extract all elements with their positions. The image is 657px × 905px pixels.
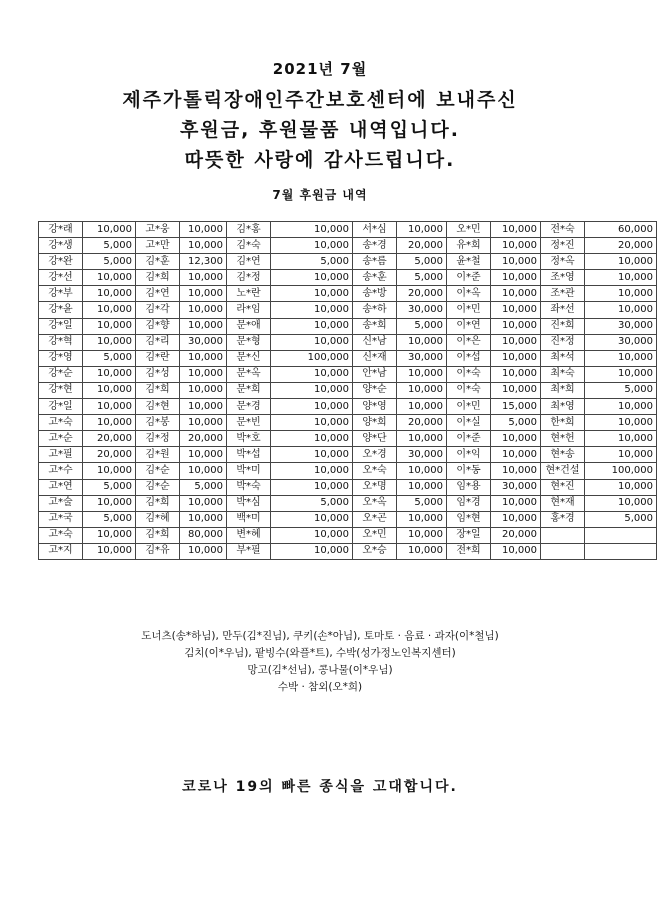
donation-amount-cell: 10,000 bbox=[83, 495, 136, 511]
donor-name-cell: 문*옥 bbox=[227, 366, 271, 382]
donation-amount-cell: 10,000 bbox=[180, 302, 227, 318]
donation-amount-cell: 10,000 bbox=[271, 511, 353, 527]
donor-name-cell: 고*연 bbox=[39, 479, 83, 495]
donation-amount-cell: 10,000 bbox=[585, 495, 657, 511]
donor-name-cell: 김*희 bbox=[136, 382, 180, 398]
donation-amount-cell: 5,000 bbox=[585, 511, 657, 527]
donation-table-body bbox=[39, 222, 657, 560]
donation-amount-cell: 5,000 bbox=[83, 479, 136, 495]
donation-amount-cell: 10,000 bbox=[585, 479, 657, 495]
donor-name-cell: 오*승 bbox=[353, 543, 397, 559]
donation-amount-cell: 10,000 bbox=[83, 318, 136, 334]
donation-amount-cell: 5,000 bbox=[397, 318, 447, 334]
table-row bbox=[39, 302, 657, 318]
donation-amount-cell: 60,000 bbox=[585, 222, 657, 238]
donor-name-cell: 조*관 bbox=[541, 286, 585, 302]
donor-name-cell: 송*경 bbox=[353, 238, 397, 254]
donor-name-cell: 김*유 bbox=[136, 543, 180, 559]
donor-name-cell: 김*순 bbox=[136, 463, 180, 479]
donation-amount-cell: 10,000 bbox=[271, 222, 353, 238]
donation-amount-cell: 10,000 bbox=[271, 334, 353, 350]
donation-amount-cell: 10,000 bbox=[180, 350, 227, 366]
donor-name-cell: 송*희 bbox=[353, 318, 397, 334]
donor-name-cell: 고*만 bbox=[136, 238, 180, 254]
donor-name-cell: 강*윤 bbox=[39, 302, 83, 318]
donor-name-cell: 최*석 bbox=[541, 350, 585, 366]
donor-name-cell: 최*영 bbox=[541, 399, 585, 415]
report-date: 2021년 7월 bbox=[272, 60, 368, 78]
table-row bbox=[39, 318, 657, 334]
donation-amount-cell: 10,000 bbox=[585, 447, 657, 463]
donor-name-cell: 김*희 bbox=[136, 527, 180, 543]
donation-amount-cell: 15,000 bbox=[491, 399, 541, 415]
donor-name-cell: 오*민 bbox=[447, 222, 491, 238]
donor-name-cell: 오*숙 bbox=[353, 463, 397, 479]
table-row bbox=[39, 415, 657, 431]
donor-name-cell: 이*섭 bbox=[447, 350, 491, 366]
donation-amount-cell: 5,000 bbox=[83, 511, 136, 527]
donor-name-cell: 이*준 bbox=[447, 270, 491, 286]
donation-amount-cell: 30,000 bbox=[585, 318, 657, 334]
goods-line: 도너츠(송*하님), 만두(김*진님), 쿠키(손*아님), 토마토 · 음료 · 과자(이*철님) bbox=[141, 630, 499, 642]
donor-name-cell: 고*웅 bbox=[136, 222, 180, 238]
donor-name-cell: 강*영 bbox=[39, 350, 83, 366]
table-row bbox=[39, 366, 657, 382]
donation-amount-cell: 10,000 bbox=[585, 350, 657, 366]
donor-name-cell: 강*부 bbox=[39, 286, 83, 302]
table-row bbox=[39, 334, 657, 350]
donor-name-cell: 김*향 bbox=[136, 318, 180, 334]
donation-amount-cell: 10,000 bbox=[271, 543, 353, 559]
donor-name-cell: 오*민 bbox=[353, 527, 397, 543]
donor-name-cell: 고*국 bbox=[39, 511, 83, 527]
donor-name-cell: 양*영 bbox=[353, 399, 397, 415]
donor-name-cell: 전*숙 bbox=[541, 222, 585, 238]
donation-amount-cell: 20,000 bbox=[397, 415, 447, 431]
donation-amount-cell: 20,000 bbox=[83, 447, 136, 463]
donation-amount-cell: 5,000 bbox=[397, 270, 447, 286]
donation-amount-cell: 10,000 bbox=[271, 463, 353, 479]
goods-line: 망고(김*선님), 콩나물(이*우님) bbox=[247, 664, 393, 676]
donation-amount-cell: 10,000 bbox=[83, 334, 136, 350]
donor-name-cell: 송*하 bbox=[353, 302, 397, 318]
donation-amount-cell: 10,000 bbox=[491, 334, 541, 350]
table-row bbox=[39, 463, 657, 479]
donor-name-cell: 김*연 bbox=[136, 286, 180, 302]
donor-name-cell: 라*임 bbox=[227, 302, 271, 318]
donation-amount-cell: 10,000 bbox=[83, 366, 136, 382]
donation-amount-cell: 10,000 bbox=[491, 447, 541, 463]
donation-amount-cell: 5,000 bbox=[271, 495, 353, 511]
donor-name-cell: 전*희 bbox=[447, 543, 491, 559]
donor-name-cell: 송*훈 bbox=[353, 270, 397, 286]
donation-amount-cell: 10,000 bbox=[180, 447, 227, 463]
donation-amount-cell: 10,000 bbox=[491, 543, 541, 559]
donor-name-cell: 송*름 bbox=[353, 254, 397, 270]
donor-name-cell: 한*희 bbox=[541, 415, 585, 431]
donor-name-cell: 이*동 bbox=[447, 463, 491, 479]
donation-amount-cell: 30,000 bbox=[397, 302, 447, 318]
donor-name-cell: 문*형 bbox=[227, 334, 271, 350]
donation-amount-cell: 10,000 bbox=[397, 463, 447, 479]
donor-name-cell: 강*생 bbox=[39, 238, 83, 254]
table-row bbox=[39, 238, 657, 254]
donor-name-cell: 고*수 bbox=[39, 463, 83, 479]
donation-amount-cell: 100,000 bbox=[271, 350, 353, 366]
donor-name-cell: 노*란 bbox=[227, 286, 271, 302]
donation-amount-cell: 10,000 bbox=[271, 479, 353, 495]
donor-name-cell: 김*숙 bbox=[227, 238, 271, 254]
donor-name-cell: 양*희 bbox=[353, 415, 397, 431]
table-row bbox=[39, 254, 657, 270]
donation-amount-cell: 20,000 bbox=[83, 431, 136, 447]
donor-name-cell: 고*술 bbox=[39, 495, 83, 511]
goods-line: 김치(이*우님), 팥빙수(와플*트), 수박(성가정노인복지센터) bbox=[184, 647, 456, 659]
donor-name-cell: 임*현 bbox=[447, 511, 491, 527]
donor-name-cell: 정*옥 bbox=[541, 254, 585, 270]
donation-amount-cell: 10,000 bbox=[585, 415, 657, 431]
donation-amount-cell: 10,000 bbox=[271, 238, 353, 254]
donation-table bbox=[38, 221, 657, 560]
donor-name-cell: 문*희 bbox=[227, 382, 271, 398]
donor-name-cell: 이*은 bbox=[447, 334, 491, 350]
donor-name-cell: 문*신 bbox=[227, 350, 271, 366]
donation-amount-cell: 10,000 bbox=[180, 318, 227, 334]
donation-amount-cell: 10,000 bbox=[180, 495, 227, 511]
donation-amount-cell: 10,000 bbox=[397, 479, 447, 495]
donor-name-cell: 이*옥 bbox=[447, 286, 491, 302]
donor-name-cell: 최*희 bbox=[541, 382, 585, 398]
donation-amount-cell: 10,000 bbox=[397, 334, 447, 350]
donation-amount-cell: 10,000 bbox=[585, 399, 657, 415]
donor-name-cell: 양*순 bbox=[353, 382, 397, 398]
donation-amount-cell: 12,300 bbox=[180, 254, 227, 270]
donation-amount-cell: 10,000 bbox=[271, 382, 353, 398]
donation-amount-cell: 10,000 bbox=[180, 270, 227, 286]
donor-name-cell: 이*익 bbox=[447, 447, 491, 463]
donor-name-cell bbox=[541, 527, 585, 543]
title-block bbox=[0, 58, 640, 175]
donation-amount-cell: 5,000 bbox=[180, 479, 227, 495]
donor-name-cell: 김*혜 bbox=[136, 511, 180, 527]
donor-name-cell: 문*애 bbox=[227, 318, 271, 334]
donation-amount-cell bbox=[585, 543, 657, 559]
donation-amount-cell: 10,000 bbox=[83, 463, 136, 479]
donor-name-cell: 현*진 bbox=[541, 479, 585, 495]
donation-amount-cell: 10,000 bbox=[397, 222, 447, 238]
donor-name-cell: 강*순 bbox=[39, 366, 83, 382]
donation-amount-cell: 20,000 bbox=[397, 238, 447, 254]
donation-amount-cell: 10,000 bbox=[180, 238, 227, 254]
donor-name-cell: 홍*경 bbox=[541, 511, 585, 527]
donation-amount-cell: 10,000 bbox=[585, 254, 657, 270]
donation-amount-cell: 5,000 bbox=[83, 238, 136, 254]
donor-name-cell: 현*재 bbox=[541, 495, 585, 511]
donor-name-cell: 조*영 bbox=[541, 270, 585, 286]
donation-amount-cell: 5,000 bbox=[397, 254, 447, 270]
donor-name-cell: 임*용 bbox=[447, 479, 491, 495]
donation-amount-cell: 20,000 bbox=[491, 527, 541, 543]
donation-amount-cell: 10,000 bbox=[271, 366, 353, 382]
donation-amount-cell: 10,000 bbox=[491, 286, 541, 302]
table-row bbox=[39, 431, 657, 447]
donor-name-cell: 이*준 bbox=[447, 431, 491, 447]
donation-amount-cell: 10,000 bbox=[491, 238, 541, 254]
donation-amount-cell: 10,000 bbox=[83, 543, 136, 559]
donation-amount-cell: 10,000 bbox=[271, 415, 353, 431]
donor-name-cell: 강*혁 bbox=[39, 334, 83, 350]
donation-amount-cell: 5,000 bbox=[491, 415, 541, 431]
table-title: 7월 후원금 내역 bbox=[272, 188, 368, 202]
donor-name-cell: 신*남 bbox=[353, 334, 397, 350]
donation-amount-cell: 10,000 bbox=[180, 399, 227, 415]
donation-amount-cell: 10,000 bbox=[397, 382, 447, 398]
donation-amount-cell: 10,000 bbox=[271, 447, 353, 463]
donor-name-cell: 진*희 bbox=[541, 318, 585, 334]
donation-amount-cell: 30,000 bbox=[397, 350, 447, 366]
donor-name-cell: 이*숙 bbox=[447, 382, 491, 398]
donation-amount-cell: 10,000 bbox=[180, 222, 227, 238]
donor-name-cell: 신*재 bbox=[353, 350, 397, 366]
donation-amount-cell: 10,000 bbox=[491, 463, 541, 479]
donation-amount-cell bbox=[585, 527, 657, 543]
donor-name-cell: 이*민 bbox=[447, 302, 491, 318]
donor-name-cell: 현*송 bbox=[541, 447, 585, 463]
donor-name-cell: 김*순 bbox=[136, 479, 180, 495]
donor-name-cell: 김*희 bbox=[136, 270, 180, 286]
table-row bbox=[39, 543, 657, 559]
donation-amount-cell: 10,000 bbox=[491, 366, 541, 382]
donor-name-cell: 김*현 bbox=[136, 399, 180, 415]
donation-amount-cell: 80,000 bbox=[180, 527, 227, 543]
donation-amount-cell: 10,000 bbox=[397, 431, 447, 447]
donor-name-cell: 강*일 bbox=[39, 318, 83, 334]
donation-amount-cell: 10,000 bbox=[491, 382, 541, 398]
donor-name-cell: 부*필 bbox=[227, 543, 271, 559]
donation-amount-cell: 10,000 bbox=[271, 270, 353, 286]
donation-amount-cell: 10,000 bbox=[585, 302, 657, 318]
donation-amount-cell: 10,000 bbox=[397, 511, 447, 527]
table-row bbox=[39, 382, 657, 398]
donor-name-cell: 김*정 bbox=[227, 270, 271, 286]
donor-name-cell: 문*경 bbox=[227, 399, 271, 415]
title-line-3: 따뜻한 사랑에 감사드립니다. bbox=[184, 149, 456, 171]
donor-name-cell: 강*완 bbox=[39, 254, 83, 270]
donor-name-cell: 임*경 bbox=[447, 495, 491, 511]
donation-amount-cell: 30,000 bbox=[397, 447, 447, 463]
donor-name-cell: 오*경 bbox=[353, 447, 397, 463]
donor-name-cell: 김*란 bbox=[136, 350, 180, 366]
table-row bbox=[39, 511, 657, 527]
donor-name-cell: 고*숙 bbox=[39, 415, 83, 431]
table-row bbox=[39, 447, 657, 463]
donation-amount-cell: 10,000 bbox=[491, 318, 541, 334]
donor-name-cell: 김*정 bbox=[136, 431, 180, 447]
donation-amount-cell: 10,000 bbox=[83, 399, 136, 415]
donation-amount-cell: 10,000 bbox=[585, 366, 657, 382]
donor-name-cell: 오*곤 bbox=[353, 511, 397, 527]
table-row bbox=[39, 350, 657, 366]
donor-name-cell: 김*성 bbox=[136, 366, 180, 382]
donor-name-cell: 송*방 bbox=[353, 286, 397, 302]
donor-name-cell: 안*남 bbox=[353, 366, 397, 382]
donor-name-cell: 강*현 bbox=[39, 382, 83, 398]
donation-amount-cell: 10,000 bbox=[491, 270, 541, 286]
donor-name-cell: 고*필 bbox=[39, 447, 83, 463]
donor-name-cell: 이*숙 bbox=[447, 366, 491, 382]
donation-amount-cell: 10,000 bbox=[491, 350, 541, 366]
donation-amount-cell: 5,000 bbox=[585, 382, 657, 398]
donor-name-cell: 진*정 bbox=[541, 334, 585, 350]
donor-name-cell: 양*단 bbox=[353, 431, 397, 447]
donor-name-cell: 김*연 bbox=[227, 254, 271, 270]
donation-amount-cell: 20,000 bbox=[180, 431, 227, 447]
title-line-2: 후원금, 후원물품 내역입니다. bbox=[180, 119, 460, 141]
donation-amount-cell: 20,000 bbox=[585, 238, 657, 254]
donor-name-cell: 고*지 bbox=[39, 543, 83, 559]
donor-name-cell: 김*봉 bbox=[136, 415, 180, 431]
donation-amount-cell: 100,000 bbox=[585, 463, 657, 479]
donor-name-cell: 문*빈 bbox=[227, 415, 271, 431]
donation-amount-cell: 10,000 bbox=[83, 382, 136, 398]
donation-amount-cell: 30,000 bbox=[491, 479, 541, 495]
donation-amount-cell: 10,000 bbox=[271, 399, 353, 415]
donation-amount-cell: 30,000 bbox=[585, 334, 657, 350]
donation-amount-cell: 10,000 bbox=[180, 415, 227, 431]
donation-amount-cell: 10,000 bbox=[585, 431, 657, 447]
donor-name-cell: 백*미 bbox=[227, 511, 271, 527]
table-row bbox=[39, 399, 657, 415]
donation-amount-cell: 10,000 bbox=[491, 222, 541, 238]
donation-amount-cell: 5,000 bbox=[83, 254, 136, 270]
donation-amount-cell: 10,000 bbox=[397, 399, 447, 415]
donation-amount-cell: 10,000 bbox=[491, 302, 541, 318]
table-row bbox=[39, 527, 657, 543]
donation-amount-cell: 10,000 bbox=[180, 543, 227, 559]
donor-name-cell: 윤*철 bbox=[447, 254, 491, 270]
donation-amount-cell: 10,000 bbox=[397, 366, 447, 382]
donor-name-cell: 강*일 bbox=[39, 399, 83, 415]
donation-amount-cell: 10,000 bbox=[397, 527, 447, 543]
donor-name-cell: 유*희 bbox=[447, 238, 491, 254]
donation-amount-cell: 10,000 bbox=[180, 382, 227, 398]
donor-name-cell: 김*희 bbox=[136, 495, 180, 511]
donor-name-cell: 변*혜 bbox=[227, 527, 271, 543]
donation-amount-cell: 10,000 bbox=[271, 527, 353, 543]
donor-name-cell: 김*훈 bbox=[136, 254, 180, 270]
table-row bbox=[39, 222, 657, 238]
donation-amount-cell: 10,000 bbox=[397, 543, 447, 559]
goods-line: 수박 · 참외(오*희) bbox=[277, 681, 363, 693]
donor-name-cell: 정*진 bbox=[541, 238, 585, 254]
donation-amount-cell: 10,000 bbox=[491, 495, 541, 511]
donation-amount-cell: 10,000 bbox=[271, 302, 353, 318]
donation-amount-cell: 5,000 bbox=[271, 254, 353, 270]
donation-amount-cell: 10,000 bbox=[271, 431, 353, 447]
donation-amount-cell: 10,000 bbox=[83, 286, 136, 302]
donation-amount-cell: 5,000 bbox=[397, 495, 447, 511]
table-row bbox=[39, 270, 657, 286]
donation-amount-cell: 10,000 bbox=[491, 511, 541, 527]
donor-name-cell: 최*숙 bbox=[541, 366, 585, 382]
donor-name-cell: 장*일 bbox=[447, 527, 491, 543]
donation-amount-cell: 20,000 bbox=[397, 286, 447, 302]
closing-message: 코로나 19의 빠른 종식을 고대합니다. bbox=[182, 779, 458, 795]
donor-name-cell: 김*홍 bbox=[227, 222, 271, 238]
donation-amount-cell: 10,000 bbox=[180, 463, 227, 479]
donor-name-cell: 박*심 bbox=[227, 495, 271, 511]
donor-name-cell: 이*연 bbox=[447, 318, 491, 334]
donation-amount-cell: 10,000 bbox=[180, 511, 227, 527]
donation-amount-cell: 10,000 bbox=[83, 270, 136, 286]
donation-amount-cell: 10,000 bbox=[491, 254, 541, 270]
table-row bbox=[39, 495, 657, 511]
donor-name-cell: 이*실 bbox=[447, 415, 491, 431]
donor-name-cell: 현*건설 bbox=[541, 463, 585, 479]
donor-name-cell: 박*미 bbox=[227, 463, 271, 479]
title-line-1: 제주가톨릭장애인주간보호센터에 보내주신 bbox=[122, 89, 518, 111]
table-row bbox=[39, 479, 657, 495]
donor-name-cell: 현*헌 bbox=[541, 431, 585, 447]
donation-amount-cell: 5,000 bbox=[83, 350, 136, 366]
goods-donation-list bbox=[0, 628, 640, 696]
donation-amount-cell: 10,000 bbox=[180, 286, 227, 302]
donation-amount-cell: 10,000 bbox=[271, 286, 353, 302]
donor-name-cell: 오*명 bbox=[353, 479, 397, 495]
donor-name-cell: 박*섭 bbox=[227, 447, 271, 463]
donation-amount-cell: 10,000 bbox=[180, 366, 227, 382]
donor-name-cell: 김*원 bbox=[136, 447, 180, 463]
donation-amount-cell: 30,000 bbox=[180, 334, 227, 350]
donor-name-cell: 강*선 bbox=[39, 270, 83, 286]
donation-amount-cell: 10,000 bbox=[83, 415, 136, 431]
donation-amount-cell: 10,000 bbox=[83, 222, 136, 238]
donation-amount-cell: 10,000 bbox=[585, 270, 657, 286]
donor-name-cell: 좌*선 bbox=[541, 302, 585, 318]
donation-amount-cell: 10,000 bbox=[491, 431, 541, 447]
donation-amount-cell: 10,000 bbox=[585, 286, 657, 302]
donor-name-cell: 김*각 bbox=[136, 302, 180, 318]
donation-amount-cell: 10,000 bbox=[83, 302, 136, 318]
donor-name-cell: 고*숙 bbox=[39, 527, 83, 543]
donor-name-cell: 김*리 bbox=[136, 334, 180, 350]
donor-name-cell: 박*숙 bbox=[227, 479, 271, 495]
donation-amount-cell: 10,000 bbox=[83, 527, 136, 543]
table-row bbox=[39, 286, 657, 302]
donor-name-cell bbox=[541, 543, 585, 559]
donation-amount-cell: 10,000 bbox=[271, 318, 353, 334]
donor-name-cell: 서*심 bbox=[353, 222, 397, 238]
donor-name-cell: 박*호 bbox=[227, 431, 271, 447]
donor-name-cell: 강*래 bbox=[39, 222, 83, 238]
donor-name-cell: 오*옥 bbox=[353, 495, 397, 511]
donor-name-cell: 이*민 bbox=[447, 399, 491, 415]
donor-name-cell: 고*순 bbox=[39, 431, 83, 447]
